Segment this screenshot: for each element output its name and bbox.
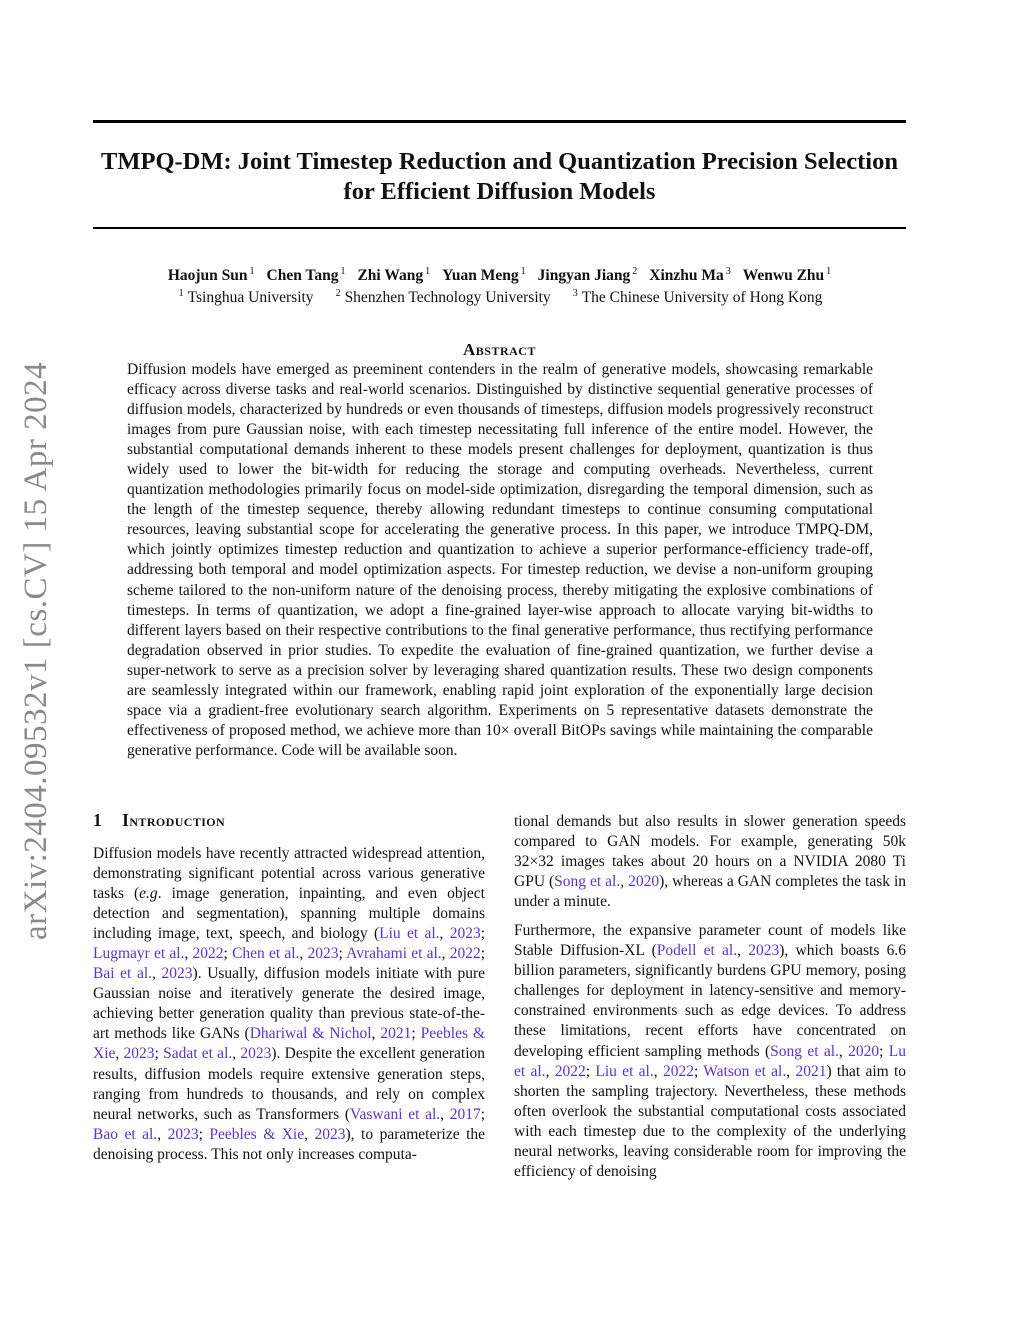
citation-link[interactable]: 2023 (240, 1045, 272, 1063)
paper-title-line-2: for Efficient Diffusion Models (343, 178, 656, 205)
citation-link[interactable]: 2020 (848, 1042, 880, 1060)
affiliation-number: 1 (178, 288, 184, 299)
citation-link[interactable]: 2022 (449, 945, 481, 963)
paragraph-text: , (371, 1025, 381, 1043)
paper-title (93, 147, 906, 207)
citation-link[interactable]: Liu et al. (379, 925, 440, 943)
left-column (93, 844, 485, 1165)
paragraph-text: ; (693, 1062, 704, 1080)
citation-link[interactable]: 2023 (123, 1045, 155, 1063)
citation-link[interactable]: 2022 (192, 945, 224, 963)
paragraph-text: , (441, 945, 450, 963)
paragraph-text: Furthermore, the expansive parameter count of models like Stable Diffusion-XL ( (514, 922, 906, 960)
affiliation (334, 289, 551, 306)
citation-link[interactable]: 2020 (628, 873, 660, 891)
intro-paragraph-2 (514, 812, 906, 912)
paragraph-text: , (304, 1125, 315, 1143)
citation-link[interactable]: Podell et al. (656, 942, 738, 960)
author-name: Jingyan Jiang (537, 267, 631, 284)
section-title: Introduction (122, 810, 226, 830)
citation-link[interactable]: Dhariwal & Nichol (249, 1025, 372, 1043)
citation-link[interactable]: Lu et al. (514, 1042, 907, 1080)
author-affiliation-mark: 3 (725, 266, 731, 277)
citation-link[interactable]: 2023 (307, 945, 339, 963)
paragraph-text: ), which boasts 6.6 billion parameters, significantly burdens GPU memory, posing challenges for deployment in latency-sensitive and memory-constrained environments such as edge devices. To address these limitations, recent efforts have concentrated on developing efficient sampling methods ( (514, 942, 906, 1060)
affiliation-list (93, 284, 906, 308)
author-name: Zhi Wang (357, 267, 424, 284)
paragraph-text: . image generation, inpainting, and even object detection and segmentation), spanning multiple domains including image, text, speech, and biology ( (93, 885, 485, 943)
author-name: Wenwu Zhu (742, 267, 825, 284)
author-affiliation-mark: 1 (826, 266, 832, 277)
paragraph-text: , (184, 945, 193, 963)
paragraph-text: ; (585, 1062, 596, 1080)
citation-link[interactable]: Chen et al. (232, 945, 300, 963)
citation-link[interactable]: 2023 (314, 1125, 346, 1143)
paragraph-text: , (115, 1045, 124, 1063)
paragraph-text: tional demands but also results in slower generation speeds compared to GAN models. For example, generating 50k 32×32 images takes about 20 hours on a NVIDIA 2080 Ti GPU ( (514, 813, 906, 891)
author-affiliation-mark: 2 (632, 266, 638, 277)
author-name: Yuan Meng (442, 267, 519, 284)
citation-link[interactable]: Song et al. (554, 873, 621, 891)
author-affiliation-mark: 1 (425, 266, 431, 277)
citation-link[interactable]: 2023 (167, 1125, 199, 1143)
author-affiliation-mark: 1 (520, 266, 526, 277)
paragraph-text: ) that aim to shorten the sampling trajectory. Nevertheless, these methods often overlook the substantial computational costs associated with each timestep due to the complexity of the underlying neural networks, leaving considerable room for improving the efficiency of denoising (514, 1062, 907, 1180)
affiliation-name: Shenzhen Technology University (344, 289, 551, 306)
paragraph-text: , (545, 1062, 555, 1080)
citation-link[interactable]: Peebles & Xie (93, 1025, 486, 1063)
paragraph-text: , (299, 945, 308, 963)
paragraph-text: , (232, 1045, 241, 1063)
citation-link[interactable]: 2023 (449, 925, 481, 943)
citation-link[interactable]: Song et al. (770, 1042, 839, 1060)
title-rule-top (93, 120, 906, 123)
paragraph-text: ; (338, 945, 347, 963)
paragraph-text: , (157, 1125, 168, 1143)
abstract-body: Diffusion models have emerged as preeminent contenders in the realm of generative models, showcasing remarkable efficacy across diverse tasks and real-world scenarios. Distinguished by distinctive sequential generative processes of diffusion models, characterized by hundreds or even thousands of timesteps, diffusion models progressively reconstruct images from pure Gaussian noise, with each timestep necessitating full inference of the entire model. However, the substantial computational demands inherent to these models present challenges for deployment, quantization is thus widely used to lower the bit-width for reducing the storage and computing overheads. Nevertheless, current quantization methodologies primarily focus on model-side optimization, disregarding the temporal dimension, such as the length of the timestep sequence, thereby allowing redundant timesteps to continue consuming computational resources, leaving substantial scope for accelerating the generative process. In this paper, we introduce TMPQ-DM, which jointly optimizes timestep reduction and quantization to achieve a superior performance-efficiency trade-off, addressing both temporal and model optimization aspects. For timestep reduction, we devise a non-uniform grouping scheme tailored to the non-uniform nature of the denoising process, thereby mitigating the explosive combinations of timesteps. In terms of quantization, we adopt a fine-grained layer-wise approach to allocate varying bit-widths to different layers based on their respective contributions to the final generative performance, thus rectifying performance degradation observed in prior studies. To expedite the evaluation of fine-grained quantization, we further devise a super-network to serve as a precision solver by leveraging shared quantization results. These two design components are seamlessly integrated within our framework, enabling rapid joint exploration of the exponentially large decision space via a gradient-free evolutionary search algorithm. Experiments on 5 representative datasets demonstrate the effectiveness of proposed method, we achieve more than 10× overall BitOPs savings while maintaining the comparable generative performance. Code will be available soon. (127, 361, 873, 759)
author (743, 267, 831, 284)
paragraph-text: ), to parameterize the denoising process. This not only increases computa- (93, 1125, 486, 1163)
section-number: 1 (93, 810, 103, 830)
author-affiliation-mark: 1 (340, 266, 346, 277)
affiliation (177, 289, 314, 306)
author (357, 267, 430, 284)
paragraph-text: ; (480, 925, 485, 943)
citation-link[interactable]: Bao et al. (93, 1125, 158, 1143)
paragraph-text: ; (879, 1042, 889, 1060)
affiliation (571, 289, 823, 306)
citation-link[interactable]: Avrahami et al. (346, 945, 442, 963)
abstract-heading: Abstract (463, 340, 536, 359)
paragraph-text: e.g (139, 885, 158, 903)
citation-link[interactable]: Lugmayr et al. (93, 945, 185, 963)
author (649, 267, 731, 284)
paragraph-text: ). Usually, diffusion models initiate with pure Gaussian noise and iteratively generate the desired image, achieving better generation quality than previous state-of-the-art methods like GANs ( (93, 965, 485, 1043)
paper-title-line-1: TMPQ-DM: Joint Timestep Reduction and Quantization Precision Selection (101, 148, 898, 175)
author-name: Haojun Sun (167, 267, 248, 284)
author-affiliation-mark: 1 (249, 266, 255, 277)
citation-link[interactable]: Peebles & Xie (209, 1125, 305, 1143)
author (442, 267, 526, 284)
paragraph-text: , (737, 942, 749, 960)
citation-link[interactable]: 2017 (449, 1105, 481, 1123)
arxiv-identifier[interactable]: arXiv:2404.09532v1 [cs.CV] 15 Apr 2024 (18, 361, 54, 940)
citation-link[interactable]: 2022 (554, 1062, 586, 1080)
section-heading-introduction (93, 810, 225, 831)
paragraph-text: ; (480, 945, 486, 963)
intro-paragraph-1 (93, 844, 485, 1165)
paragraph-text: ; (223, 945, 233, 963)
paragraph-text: , (152, 965, 162, 983)
paragraph-text: ; (480, 1105, 486, 1123)
paragraph-text: , (653, 1062, 663, 1080)
paragraph-text: , (786, 1062, 796, 1080)
citation-link[interactable]: Vaswani et al. (350, 1105, 441, 1123)
paragraph-text: ; (154, 1045, 164, 1063)
affiliation-name: The Chinese University of Hong Kong (581, 289, 823, 306)
citation-link[interactable]: Liu et al. (595, 1062, 654, 1080)
author (538, 267, 638, 284)
citation-link[interactable]: Bai et al. (93, 965, 153, 983)
paragraph-text: , (439, 925, 450, 943)
citation-link[interactable]: 2023 (748, 942, 780, 960)
paragraph-text: Diffusion models have recently attracted widespread attention, demonstrating significant potential across various generative tasks ( (93, 845, 485, 903)
paragraph-text: , (620, 873, 629, 891)
intro-paragraph-3 (514, 921, 906, 1182)
paragraph-text: ). Despite the excellent generation results, diffusion models require extensive generation steps, ranging from hundreds to thousands, and rely on complex neural networks, such as Transformers ( (93, 1045, 486, 1123)
paragraph-text: ; (411, 1025, 421, 1043)
citation-link[interactable]: Sadat et al. (163, 1045, 233, 1063)
affiliation-name: Tsinghua University (187, 289, 314, 306)
title-rule-bottom (93, 227, 906, 229)
right-column (514, 812, 906, 1182)
paragraph-text: , (838, 1042, 849, 1060)
citation-link[interactable]: 2021 (795, 1062, 827, 1080)
paragraph-text: , (440, 1105, 450, 1123)
author-name: Chen Tang (266, 267, 339, 284)
affiliation-number: 3 (572, 288, 578, 299)
author-list (93, 262, 906, 286)
author (267, 267, 346, 284)
author (168, 267, 255, 284)
affiliation-number: 2 (335, 288, 341, 299)
paragraph-text: ), whereas a GAN completes the task in under a minute. (514, 873, 907, 911)
citation-link[interactable]: Watson et al. (703, 1062, 787, 1080)
citation-link[interactable]: 2022 (662, 1062, 694, 1080)
citation-link[interactable]: 2021 (380, 1025, 412, 1043)
citation-link[interactable]: 2023 (161, 965, 193, 983)
paragraph-text: ; (198, 1125, 210, 1143)
author-name: Xinzhu Ma (649, 267, 724, 284)
